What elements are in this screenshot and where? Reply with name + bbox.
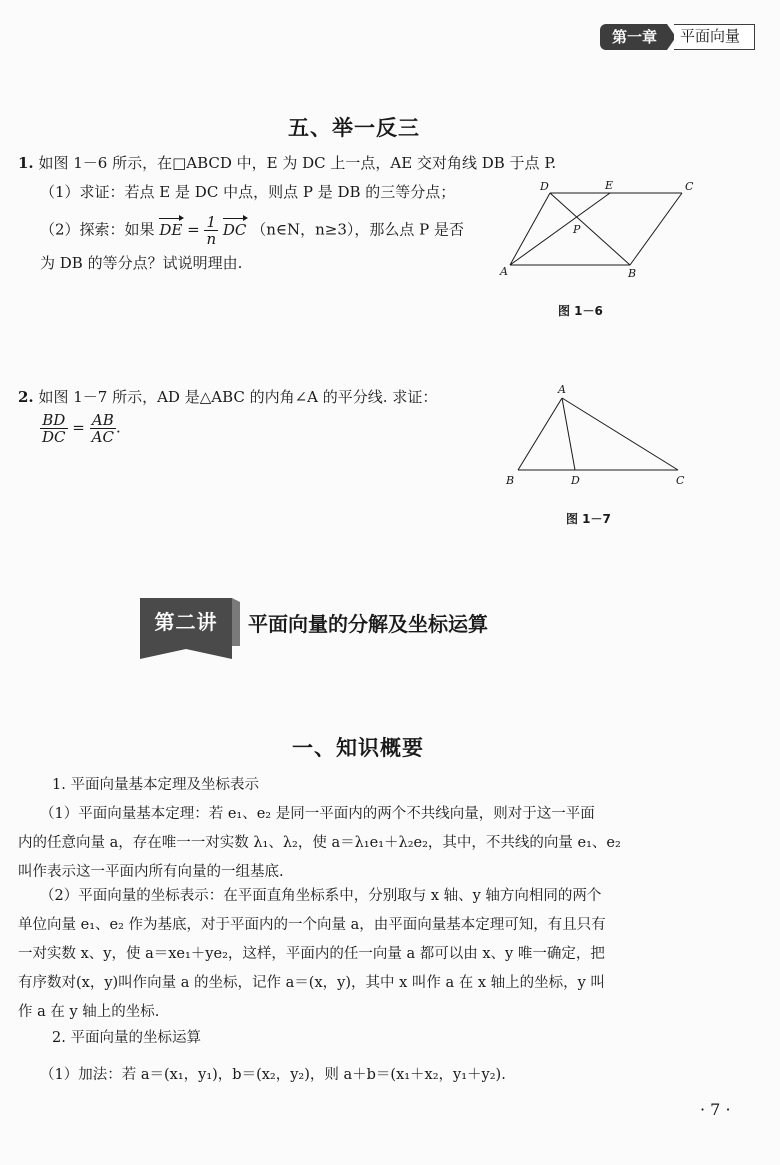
fraction-numerator: 1: [204, 214, 218, 231]
fraction-one-over-n: [204, 214, 218, 247]
equals-sign: =: [72, 418, 85, 437]
edge-ad: [510, 193, 550, 265]
fraction-numerator: AB: [90, 412, 116, 429]
fraction-denominator: DC: [42, 428, 66, 446]
overview-line-5: 单位向量 e₁、e₂ 作为基底，对于平面内的一个向量 a，由平面向量基本定理可知，有且只有: [18, 917, 606, 933]
lecture-title: 平面向量的分解及坐标运算: [248, 612, 488, 636]
banner-ribbon-tail: [140, 645, 232, 659]
period: .: [115, 418, 121, 437]
overview-line-4: （2）平面向量的坐标表示：在平面直角坐标系中，分别取与 x 轴、y 轴方向相同的两个: [40, 888, 602, 904]
bisector-ad: [562, 398, 575, 470]
overview-heading-1: 1. 平面向量基本定理及坐标表示: [52, 777, 259, 793]
overview-title: 一、知识概要: [292, 736, 424, 760]
label-d: D: [571, 474, 580, 487]
label-a: A: [500, 265, 508, 278]
figure-1-6: [490, 175, 700, 285]
fraction-denominator: AC: [91, 428, 114, 446]
problem-1: [18, 153, 556, 173]
problem-2-number: 2.: [18, 388, 34, 406]
label-d: D: [540, 180, 549, 193]
figure-1-7-caption: 图 1－7: [566, 512, 611, 526]
fraction-ab-ac: [90, 412, 116, 445]
banner-side-fold: [232, 598, 240, 646]
label-e: E: [605, 179, 614, 192]
segment-ae: [510, 193, 610, 265]
figure-1-6-caption: 图 1－6: [558, 304, 603, 318]
chapter-number: 第一章: [600, 24, 667, 50]
fraction-bd-dc: [40, 412, 68, 445]
problem-1-part-1: （1）求证：若点 E 是 DC 中点，则点 P 是 DB 的三等分点；: [40, 183, 456, 201]
page-number: · 7 ·: [700, 1100, 731, 1119]
edge-ab: [518, 398, 562, 470]
overview-line-8: 作 a 在 y 轴上的坐标.: [18, 1004, 160, 1020]
overview-line-6: 一对实数 x、y，使 a＝xe₁＋ye₂，这样，平面内的任一向量 a 都可以由 x、y 唯一确定，把: [18, 946, 605, 962]
equals-sign: =: [187, 220, 200, 239]
label-a: A: [558, 383, 566, 396]
problem-2: [18, 387, 437, 407]
problem-1-statement: 如图 1－6 所示，在□ABCD 中，E 为 DC 上一点，AE 交对角线 DB 于点 P.: [38, 154, 557, 172]
edge-ac: [562, 398, 678, 470]
overview-line-7: 有序数对(x，y)叫作向量 a 的坐标，记作 a＝(x，y)，其中 x 叫作 a 在 x 轴上的坐标，y 叫: [18, 975, 605, 991]
label-b: B: [506, 474, 515, 487]
problem-1-number: 1.: [18, 154, 34, 172]
problem-1-part-2-cont: 为 DB 的等分点？试说明理由.: [40, 254, 243, 272]
fraction-denominator: n: [206, 230, 217, 248]
label-c: C: [676, 474, 685, 487]
problem-1-part-2: [40, 214, 464, 247]
chapter-title: 平面向量: [674, 24, 755, 50]
label-p: P: [573, 223, 581, 236]
figure-1-7: [500, 380, 700, 492]
vector-de: DE: [159, 220, 183, 239]
fraction-numerator: BD: [40, 412, 68, 429]
label-c: C: [685, 180, 694, 193]
overview-line-3: 叫作表示这一平面内所有向量的一组基底.: [18, 864, 284, 880]
problem-2-formula: [40, 412, 121, 445]
overview-heading-2: 2. 平面向量的坐标运算: [52, 1030, 201, 1046]
edge-bc: [630, 193, 682, 265]
label-b: B: [628, 267, 637, 280]
section-title: 五、举一反三: [288, 116, 420, 140]
overview-line-9: （1）加法：若 a＝(x₁，y₁)，b＝(x₂，y₂)，则 a＋b＝(x₁＋x₂，y₁＋y₂).: [40, 1067, 506, 1083]
overview-line-1: （1）平面向量基本定理：若 e₁、e₂ 是同一平面内的两个不共线向量，则对于这一平面: [40, 806, 595, 822]
chapter-tab: [600, 24, 755, 50]
diagonal-db: [550, 193, 630, 265]
vector-dc: DC: [222, 220, 247, 239]
part-2-condition: （n∈N，n≥3），那么点 P 是否: [251, 220, 464, 239]
lecture-number: 第二讲: [140, 598, 232, 646]
overview-line-2: 内的任意向量 a，存在唯一一对实数 λ₁、λ₂，使 a＝λ₁e₁＋λ₂e₂，其中，不共线的向量 e₁、e₂: [18, 835, 621, 851]
part-2-lead: （2）探索：如果: [40, 220, 155, 239]
problem-2-statement: 如图 1－7 所示，AD 是△ABC 的内角∠A 的平分线. 求证：: [38, 388, 438, 406]
